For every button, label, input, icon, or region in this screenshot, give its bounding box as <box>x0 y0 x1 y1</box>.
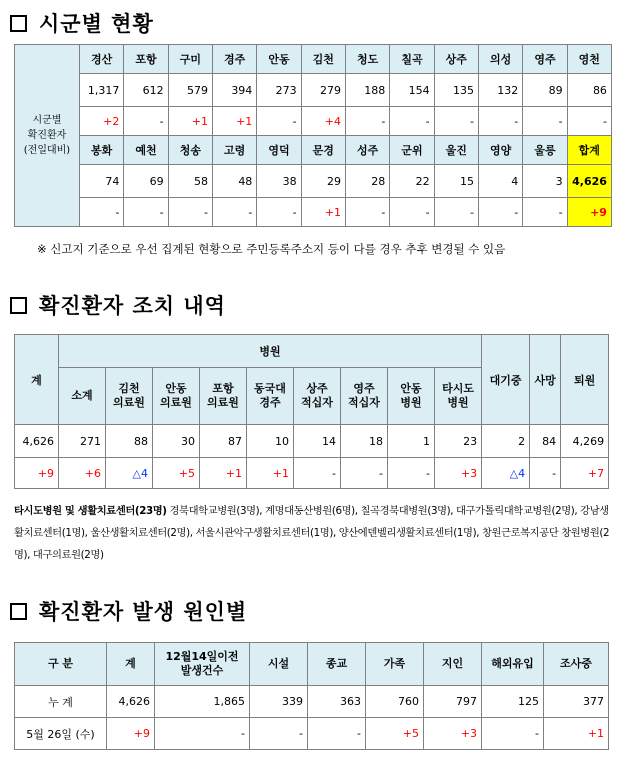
measure-change: △4 <box>106 458 153 489</box>
cause-header: 가족 <box>366 643 424 686</box>
region-change: - <box>434 107 478 136</box>
region-header: 칠곡 <box>390 45 434 74</box>
table-row <box>15 45 612 74</box>
region-change: - <box>345 198 389 227</box>
col-discharged-header: 퇴원 <box>561 335 609 425</box>
hospital-subheader: 상주 적십자 <box>294 368 341 425</box>
measure-count: 84 <box>530 425 561 458</box>
region-header: 청송 <box>168 136 212 165</box>
causes-table <box>14 642 609 750</box>
region-change: - <box>168 198 212 227</box>
region-header: 영덕 <box>257 136 301 165</box>
region-change: - <box>257 107 301 136</box>
measure-change: +6 <box>59 458 106 489</box>
cause-cumulative: 760 <box>366 686 424 718</box>
region-header: 고령 <box>212 136 256 165</box>
region-change: - <box>80 198 124 227</box>
cause-daily: - <box>250 718 308 750</box>
checkbox-icon <box>10 603 27 620</box>
region-count: 279 <box>301 74 345 107</box>
hospital-subheader: 포항 의료원 <box>200 368 247 425</box>
cause-daily: +5 <box>366 718 424 750</box>
region-count: 74 <box>80 165 124 198</box>
region-change: - <box>212 198 256 227</box>
measure-change: +7 <box>561 458 609 489</box>
region-change: - <box>345 107 389 136</box>
region-header: 봉화 <box>80 136 124 165</box>
region-header: 의성 <box>478 45 522 74</box>
col-hospital-header: 병원 <box>59 335 482 368</box>
measure-change: +5 <box>153 458 200 489</box>
hospital-subheader: 안동 의료원 <box>153 368 200 425</box>
region-count: 4 <box>478 165 522 198</box>
region-header: 영양 <box>478 136 522 165</box>
region-change: - <box>478 198 522 227</box>
checkbox-icon <box>10 297 27 314</box>
cause-cumulative: 339 <box>250 686 308 718</box>
table-row <box>15 335 609 368</box>
cause-daily: +9 <box>107 718 155 750</box>
measure-count: 14 <box>294 425 341 458</box>
cause-header: 조사중 <box>544 643 609 686</box>
region-count: 15 <box>434 165 478 198</box>
measure-count: 4,626 <box>15 425 59 458</box>
hospital-subheader: 영주 적십자 <box>341 368 388 425</box>
region-change: - <box>567 107 611 136</box>
section-title-text: 확진환자 조치 내역 <box>39 294 226 318</box>
cause-header: 구 분 <box>15 643 107 686</box>
measure-change: △4 <box>482 458 530 489</box>
table-row <box>15 136 612 165</box>
facility-text: 경북대학교병원(3명), 계명대동산병원(6명), 칠곡경북대병원(3명), 대구가톨릭대학교병원(2명), 강남생활치료센터(1명), 울산생활치료센터(2명), 서울시관악구생활치료센터(1명), 양산에덴벨리생활치료센터(1명), 창원근로복지공단 창원병원(2명), 대구의료원(2명) <box>14 505 610 561</box>
region-count: 22 <box>390 165 434 198</box>
region-header: 경산 <box>80 45 124 74</box>
table-row <box>15 165 612 198</box>
cause-daily: 5월 26일 (수) <box>15 718 107 750</box>
facility-list <box>14 500 618 566</box>
measure-count: 88 <box>106 425 153 458</box>
col-total-header: 계 <box>15 335 59 425</box>
measure-change: +9 <box>15 458 59 489</box>
region-count: 394 <box>212 74 256 107</box>
cause-daily: +3 <box>424 718 482 750</box>
table-row <box>15 107 612 136</box>
region-count: 3 <box>523 165 567 198</box>
cause-cumulative: 377 <box>544 686 609 718</box>
measure-change: - <box>388 458 435 489</box>
region-change: - <box>390 198 434 227</box>
total-region-change: +9 <box>567 198 611 227</box>
region-note: ※ 신고지 기준으로 우선 집계된 현황으로 주민등록주소지 등이 다를 경우 추후 변경될 수 있음 <box>37 242 506 256</box>
table-row <box>15 74 612 107</box>
measure-count: 23 <box>435 425 482 458</box>
region-count: 58 <box>168 165 212 198</box>
region-count: 188 <box>345 74 389 107</box>
cause-cumulative: 797 <box>424 686 482 718</box>
hospital-subheader: 소계 <box>59 368 106 425</box>
region-count: 612 <box>124 74 168 107</box>
table-row <box>15 425 609 458</box>
region-change: +2 <box>80 107 124 136</box>
region-count: 89 <box>523 74 567 107</box>
measure-count: 30 <box>153 425 200 458</box>
region-count: 69 <box>124 165 168 198</box>
measure-change: +3 <box>435 458 482 489</box>
region-header: 상주 <box>434 45 478 74</box>
cause-cumulative: 누 계 <box>15 686 107 718</box>
region-change: - <box>523 198 567 227</box>
cause-daily: - <box>308 718 366 750</box>
region-change: - <box>124 107 168 136</box>
region-change: +1 <box>212 107 256 136</box>
cause-daily: - <box>155 718 250 750</box>
cause-header: 해외유입 <box>482 643 544 686</box>
hospital-subheader: 안동 병원 <box>388 368 435 425</box>
region-header: 구미 <box>168 45 212 74</box>
measure-change: - <box>294 458 341 489</box>
table-row <box>15 718 609 750</box>
cause-header: 종교 <box>308 643 366 686</box>
hospital-subheader: 동국대 경주 <box>247 368 294 425</box>
region-change: +1 <box>301 198 345 227</box>
table-row <box>15 643 609 686</box>
cause-header: 지인 <box>424 643 482 686</box>
total-region-count: 4,626 <box>567 165 611 198</box>
cause-daily: - <box>482 718 544 750</box>
region-change: +1 <box>168 107 212 136</box>
measure-count: 1 <box>388 425 435 458</box>
region-header: 울릉 <box>523 136 567 165</box>
region-count: 29 <box>301 165 345 198</box>
hospital-subheader: 김천 의료원 <box>106 368 153 425</box>
region-count: 135 <box>434 74 478 107</box>
measure-change: - <box>341 458 388 489</box>
section-title-text: 시군별 현황 <box>39 12 154 36</box>
measure-change: +1 <box>200 458 247 489</box>
cause-cumulative: 1,865 <box>155 686 250 718</box>
table-row <box>15 198 612 227</box>
section-title-text: 확진환자 발생 원인별 <box>39 600 248 624</box>
measure-count: 87 <box>200 425 247 458</box>
region-header: 영주 <box>523 45 567 74</box>
region-change: - <box>478 107 522 136</box>
region-status-table <box>14 44 612 227</box>
table-row <box>15 686 609 718</box>
region-header: 예천 <box>124 136 168 165</box>
table-row <box>15 458 609 489</box>
region-change: - <box>257 198 301 227</box>
cause-header: 시설 <box>250 643 308 686</box>
region-header: 영천 <box>567 45 611 74</box>
section-title-by-region <box>10 8 154 38</box>
region-count: 86 <box>567 74 611 107</box>
col-waiting-header: 대기중 <box>482 335 530 425</box>
region-header: 김천 <box>301 45 345 74</box>
region-count: 132 <box>478 74 522 107</box>
measure-count: 2 <box>482 425 530 458</box>
region-header: 청도 <box>345 45 389 74</box>
measure-count: 4,269 <box>561 425 609 458</box>
facility-title: 타시도병원 및 생활치료센터(23명) <box>14 505 167 517</box>
region-header: 경주 <box>212 45 256 74</box>
measure-change: - <box>530 458 561 489</box>
region-change: - <box>523 107 567 136</box>
region-header: 울진 <box>434 136 478 165</box>
cause-daily: +1 <box>544 718 609 750</box>
cause-cumulative: 4,626 <box>107 686 155 718</box>
measures-table <box>14 334 609 489</box>
hospital-subheader: 타시도 병원 <box>435 368 482 425</box>
region-change: - <box>390 107 434 136</box>
region-count: 38 <box>257 165 301 198</box>
region-count: 1,317 <box>80 74 124 107</box>
region-count: 48 <box>212 165 256 198</box>
cause-header: 12월14일이전 발생건수 <box>155 643 250 686</box>
total-region-header: 합계 <box>567 136 611 165</box>
region-header: 성주 <box>345 136 389 165</box>
section-title-causes <box>10 596 247 626</box>
measure-count: 10 <box>247 425 294 458</box>
region-count: 579 <box>168 74 212 107</box>
cause-cumulative: 125 <box>482 686 544 718</box>
checkbox-icon <box>10 15 27 32</box>
cause-header: 계 <box>107 643 155 686</box>
region-header: 문경 <box>301 136 345 165</box>
measure-change: +1 <box>247 458 294 489</box>
measure-count: 271 <box>59 425 106 458</box>
section-title-measures <box>10 290 226 320</box>
region-header: 안동 <box>257 45 301 74</box>
region-change: - <box>434 198 478 227</box>
region-count: 28 <box>345 165 389 198</box>
region-change: +4 <box>301 107 345 136</box>
region-count: 154 <box>390 74 434 107</box>
region-header: 군위 <box>390 136 434 165</box>
region-side-label: 시군별 확진환자 (전일대비) <box>15 45 80 227</box>
col-death-header: 사망 <box>530 335 561 425</box>
region-header: 포항 <box>124 45 168 74</box>
region-count: 273 <box>257 74 301 107</box>
region-change: - <box>124 198 168 227</box>
measure-count: 18 <box>341 425 388 458</box>
cause-cumulative: 363 <box>308 686 366 718</box>
